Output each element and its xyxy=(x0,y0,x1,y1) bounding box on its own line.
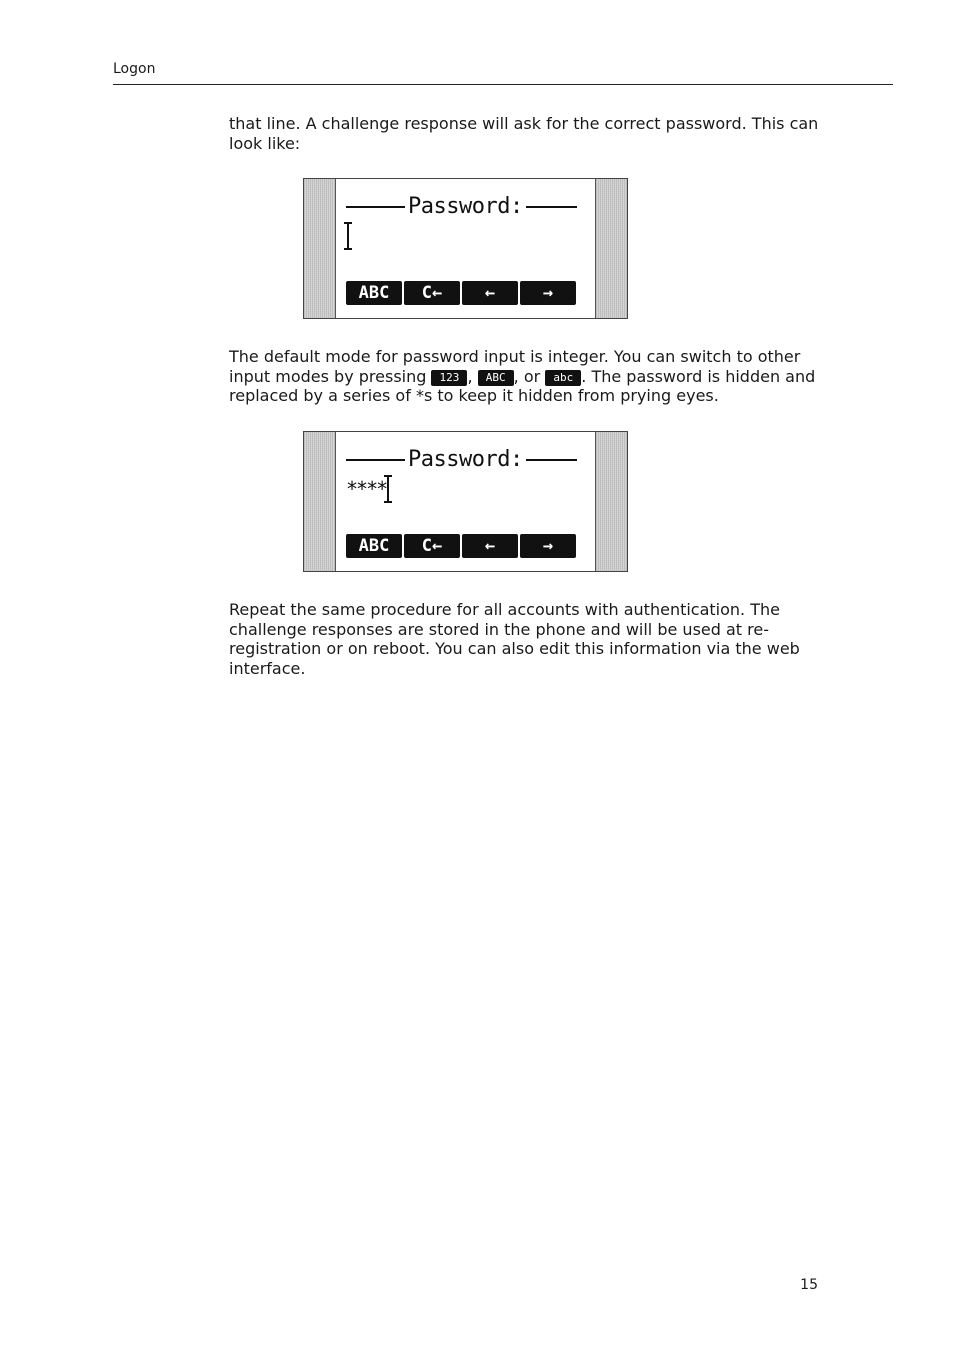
display-title: Password: xyxy=(408,447,523,472)
softkey-input-mode-abc[interactable]: ABC xyxy=(346,534,402,558)
phone-display-masked-password xyxy=(303,431,628,572)
header-section-title: Logon xyxy=(113,61,156,77)
display-bezel-right xyxy=(595,432,627,571)
text-cursor-icon xyxy=(387,475,389,503)
password-input-field[interactable] xyxy=(346,219,349,253)
title-rule-left xyxy=(346,206,405,208)
display-title-row xyxy=(346,193,577,221)
text-cursor-icon xyxy=(347,222,349,250)
title-rule-left xyxy=(346,459,405,461)
password-value: **** xyxy=(346,477,387,501)
text-segment: , xyxy=(467,366,478,386)
paragraph-intro: that line. A challenge response will ask for the correct password. This can look like: xyxy=(229,114,819,153)
display-bezel-right xyxy=(595,179,627,318)
display-bezel-left xyxy=(304,432,336,571)
softkey-move-left[interactable]: ← xyxy=(462,534,518,558)
phone-display-empty-password xyxy=(303,178,628,319)
paragraph-repeat-procedure: Repeat the same procedure for all accounts with authentication. The challenge responses are stored in the phone and will be used at re-registration or on reboot. You can also edit this information via the web interface. xyxy=(229,600,800,678)
softkey-move-left[interactable]: ← xyxy=(462,281,518,305)
lcd-screen xyxy=(336,179,595,318)
key-123-icon: 123 xyxy=(431,370,467,386)
softkey-move-right[interactable]: → xyxy=(520,281,576,305)
password-input-field[interactable] xyxy=(346,472,389,506)
softkey-clear-backspace[interactable]: C← xyxy=(404,281,460,305)
softkey-input-mode-abc[interactable]: ABC xyxy=(346,281,402,305)
softkey-bar xyxy=(346,534,576,558)
key-abc-lower-icon: abc xyxy=(545,370,581,386)
display-title-row xyxy=(346,446,577,474)
text-segment: The default mode for password input is integer. You can switch to other input modes by pressing xyxy=(229,347,801,386)
running-header xyxy=(113,60,893,85)
softkey-move-right[interactable]: → xyxy=(520,534,576,558)
paragraph-input-modes xyxy=(229,347,819,406)
key-abc-upper-icon: ABC xyxy=(478,370,514,386)
text-segment: , or xyxy=(513,366,546,386)
page-number: 15 xyxy=(800,1277,818,1293)
softkey-bar xyxy=(346,281,576,305)
text-segment: . The password is hidden and replaced by a series of *s to keep it hidden from prying eyes. xyxy=(229,366,816,405)
display-bezel-left xyxy=(304,179,336,318)
softkey-clear-backspace[interactable]: C← xyxy=(404,534,460,558)
lcd-screen xyxy=(336,432,595,571)
title-rule-right xyxy=(526,459,577,461)
display-title: Password: xyxy=(408,194,523,219)
title-rule-right xyxy=(526,206,577,208)
